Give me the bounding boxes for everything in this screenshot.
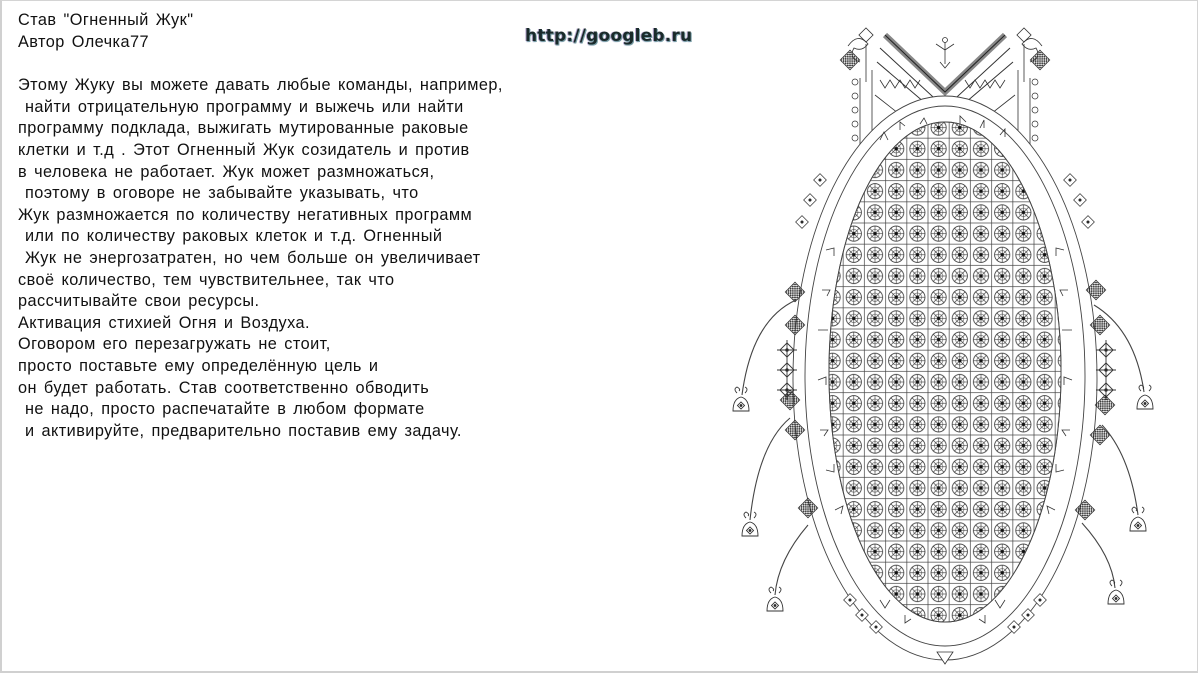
body-line: и активируйте, предварительно поставив ему задачу. xyxy=(18,421,462,440)
author-line: Автор Олечка77 xyxy=(18,32,149,51)
body-line: найти отрицательную программу и выжечь или найти xyxy=(18,97,464,116)
beetle-icon xyxy=(728,15,1168,670)
body-line: Этому Жуку вы можете давать любые команды, например, xyxy=(18,76,503,95)
body-line: в человека не работает. Жук может размножаться, xyxy=(18,162,435,181)
body-line: Активация стихией Огня и Воздуха. xyxy=(18,313,311,332)
body-line: Оговором его перезагружать не стоит, xyxy=(18,335,331,354)
title-line: Став "Огненный Жук" xyxy=(18,11,194,29)
body-line: он будет работать. Став соответственно обводить xyxy=(18,378,430,397)
body-line: не надо, просто распечатайте в любом формате xyxy=(18,400,425,419)
beetle-stav-figure xyxy=(728,15,1168,670)
body-line: или по количеству раковых клеток и т.д. Огненный xyxy=(18,227,443,246)
stav-description xyxy=(18,10,598,442)
body-line: просто поставьте ему определённую цель и xyxy=(18,356,379,375)
spacer xyxy=(18,53,598,75)
body-line: Жук не энергозатратен, но чем больше он увеличивает xyxy=(18,248,481,267)
watermark-url: http://googleb.ru xyxy=(525,26,693,46)
body-line: клетки и т.д . Этот Огненный Жук созидатель и против xyxy=(18,140,470,159)
body-line: рассчитывайте свои ресурсы. xyxy=(18,292,260,311)
body-line: Жук размножается по количеству негативных программ xyxy=(18,205,473,224)
body-line: программу подклада, выжигать мутированные раковые xyxy=(18,119,469,138)
body-line: своё количество, тем чувствительнее, так что xyxy=(18,270,395,289)
body-line: поэтому в оговоре не забывайте указывать, что xyxy=(18,184,419,203)
